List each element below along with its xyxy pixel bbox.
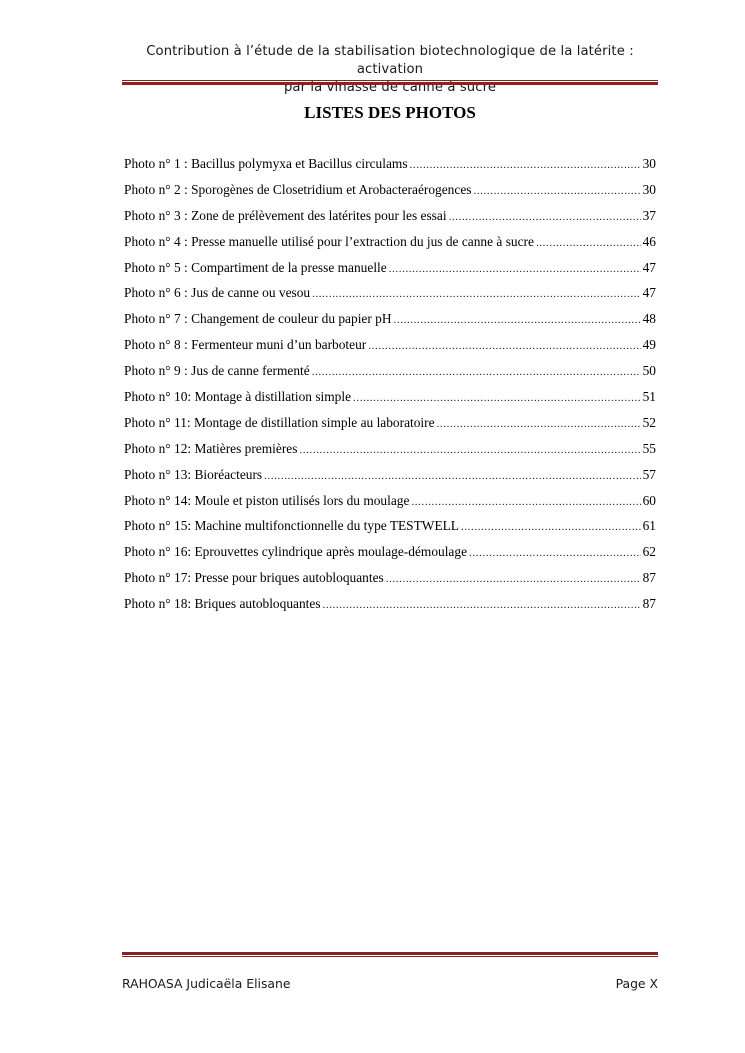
toc-entry-label: Photo n° 7 : Changement de couleur du papier pH: [124, 311, 392, 327]
toc-entry-label: Photo n° 15: Machine multifonctionnelle du type TESTWELL: [124, 518, 459, 534]
toc-entry: [124, 337, 656, 363]
toc-entry-page: 51: [642, 389, 656, 405]
toc-entry-label: Photo n° 1 : Bacillus polymyxa et Bacillus circulams: [124, 156, 408, 171]
toc-entry-label: Photo n° 12: Matières premières: [124, 440, 298, 456]
toc-entry-page: 52: [642, 414, 656, 430]
toc-entry-label: Photo n° 9 : Jus de canne fermenté: [124, 363, 310, 379]
toc-entry-page: 30: [642, 181, 656, 197]
toc-entry-page: 50: [642, 363, 656, 379]
toc-entry: [124, 156, 656, 182]
toc-entry: [124, 441, 656, 467]
running-header: [122, 43, 658, 97]
toc-dot-leader: [264, 470, 640, 482]
toc-entry-page: 30: [642, 156, 656, 171]
toc-dot-leader: [394, 314, 641, 326]
toc-entry-page: 87: [642, 570, 656, 586]
toc-entry-label: Photo n° 17: Presse pour briques autobloquantes: [124, 570, 384, 586]
toc-dot-leader: [411, 496, 640, 508]
toc-dot-leader: [469, 547, 641, 559]
toc-entry-label: Photo n° 4 : Presse manuelle utilisé pour l’extraction du jus de canne à sucre: [124, 233, 534, 249]
toc-entry-page: 49: [642, 337, 656, 353]
toc-entry: [124, 260, 656, 286]
toc-entry-page: 48: [642, 311, 656, 327]
header-line-1: Contribution à l’étude de la stabilisation biotechnologique de la latérite : activation: [146, 44, 634, 77]
toc-entry: [124, 518, 656, 544]
toc-entry-label: Photo n° 10: Montage à distillation simple: [124, 389, 352, 405]
toc-dot-leader: [312, 288, 641, 300]
toc-entry-label: Photo n° 14: Moule et piston utilisés lors du moulage: [124, 492, 410, 508]
toc-entry-label: Photo n° 13: Bioréacteurs: [124, 466, 263, 482]
toc-entry: [124, 493, 656, 519]
toc-entry-page: 60: [642, 492, 656, 508]
toc-dot-leader: [437, 418, 641, 430]
toc-entry: [124, 389, 656, 415]
toc-dot-leader: [536, 237, 641, 249]
toc-entry-page: 47: [642, 259, 656, 275]
toc-entry: [124, 311, 656, 337]
toc-entry: [124, 570, 656, 596]
toc-entry: [124, 363, 656, 389]
toc-entry-page: 46: [642, 233, 656, 249]
toc-dot-leader: [299, 444, 640, 456]
footer-rule: [122, 952, 658, 957]
toc-dot-leader: [312, 366, 641, 378]
toc-dot-leader: [410, 159, 641, 171]
header-rule: [122, 80, 658, 85]
toc-entry-page: 47: [642, 285, 656, 301]
toc-entry-page: 61: [642, 518, 656, 534]
toc-dot-leader: [449, 211, 641, 223]
page-title: LISTES DES PHOTOS: [304, 103, 476, 122]
photo-list: [124, 156, 656, 622]
toc-entry-label: Photo n° 18: Briques autobloquantes: [124, 596, 321, 612]
toc-dot-leader: [473, 185, 640, 197]
toc-entry: [124, 234, 656, 260]
toc-dot-leader: [353, 392, 641, 404]
running-footer: [122, 976, 658, 991]
toc-entry-label: Photo n° 2 : Sporogènes de Closetridium et Arobacteraérogences: [124, 181, 472, 197]
toc-entry-page: 62: [642, 544, 656, 560]
toc-dot-leader: [323, 599, 641, 611]
footer-author: RAHOASA Judicaëla Elisane: [122, 976, 291, 991]
toc-entry: [124, 596, 656, 622]
toc-entry-page: 87: [642, 596, 656, 612]
toc-dot-leader: [386, 573, 641, 585]
toc-entry-page: 57: [642, 466, 656, 482]
toc-dot-leader: [389, 263, 641, 275]
toc-entry-label: Photo n° 16: Eprouvettes cylindrique après moulage-démoulage: [124, 544, 468, 560]
toc-entry: [124, 415, 656, 441]
toc-dot-leader: [461, 521, 641, 533]
toc-entry-page: 55: [642, 440, 656, 456]
toc-entry: [124, 208, 656, 234]
toc-entry: [124, 182, 656, 208]
toc-entry-label: Photo n° 5 : Compartiment de la presse manuelle: [124, 259, 387, 275]
toc-dot-leader: [368, 340, 640, 352]
toc-entry-label: Photo n° 3 : Zone de prélèvement des latérites pour les essai: [124, 207, 447, 223]
toc-entry: [124, 544, 656, 570]
header-line-2: par la vinasse de canne à sucre: [283, 80, 497, 95]
toc-entry-label: Photo n° 11: Montage de distillation simple au laboratoire: [124, 414, 435, 430]
toc-entry-page: 37: [642, 207, 656, 223]
toc-entry: [124, 285, 656, 311]
toc-entry-label: Photo n° 6 : Jus de canne ou vesou: [124, 285, 311, 301]
toc-entry-label: Photo n° 8 : Fermenteur muni d’un barboteur: [124, 337, 367, 353]
footer-page-number: Page X: [615, 976, 658, 991]
toc-entry: [124, 467, 656, 493]
